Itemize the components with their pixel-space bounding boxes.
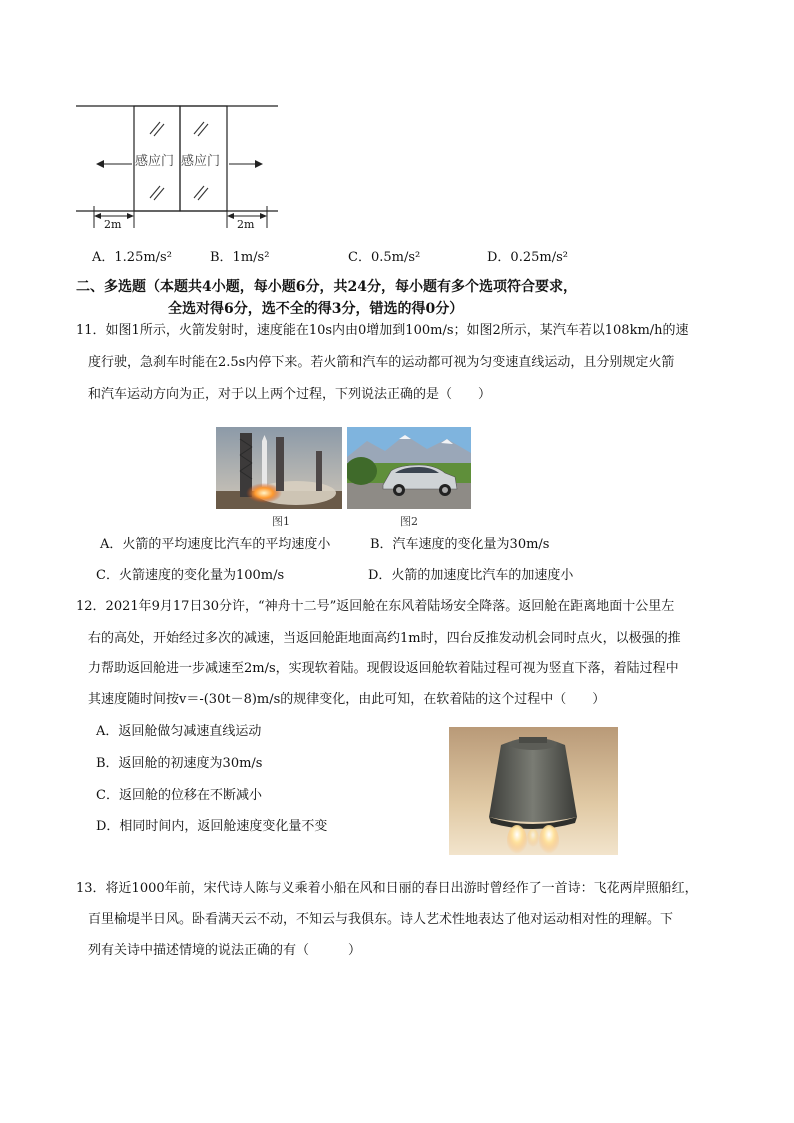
q12-stem-line4: 其速度随时间按v＝-(30t－8)m/s的规律变化，由此可知，在软着陆的这个过程中（ ） (88, 692, 606, 707)
q11-stem-line1: 11．如图1所示，火箭发射时，速度能在10s内由0增加到100m/s；如图2所示，某汽车若以108km/h的速 (76, 323, 689, 338)
q12-stem-line2: 右的高处，开始经过多次的减速，当返回舱距地面高约1m时，四台反推发动机会同时点火，以极强的推 (88, 631, 681, 646)
q13-stem-line3: 列有关诗中描述情境的说法正确的有（ ） (88, 943, 362, 958)
q12-option-b: B．返回舱的初速度为30m/s (96, 756, 263, 771)
q10-option-d: D．0.25m/s² (487, 250, 568, 265)
rocket-launch-photo (216, 427, 342, 509)
q11-option-b: B．汽车速度的变化量为30m/s (370, 537, 550, 552)
q11-stem-line3: 和汽车运动方向为正，对于以上两个过程，下列说法正确的是（ ） (88, 387, 492, 402)
q12-stem-line1: 12．2021年9月17日30分许，“神舟十二号”返回舱在东风着陆场安全降落。返回舱在距离地面十公里左 (76, 599, 675, 614)
q11-option-c: C．火箭速度的变化量为100m/s (96, 568, 285, 583)
q12-option-c: C．返回舱的位移在不断减小 (96, 788, 262, 803)
q12-option-a: A．返回舱做匀减速直线运动 (96, 724, 262, 739)
q11-option-d: D．火箭的加速度比汽车的加速度小 (368, 568, 574, 583)
door-label-right: 感应门 (181, 154, 221, 169)
return-capsule-photo (449, 727, 618, 855)
q11-option-a: A．火箭的平均速度比汽车的平均速度小 (100, 537, 331, 552)
door-label-left: 感应门 (135, 154, 175, 169)
q10-option-b: B．1m/s² (210, 250, 270, 265)
q10-option-a: A．1.25m/s² (92, 250, 172, 265)
sensor-door-diagram (74, 102, 284, 237)
q12-stem-line3: 力帮助返回舱进一步减速至2m/s，实现软着陆。现假设返回舱软着陆过程可视为竖直下落，着陆过程中 (88, 661, 679, 676)
section-heading-cont: 全选对得6分，选不全的得3分，错选的得0分） (168, 301, 464, 317)
dim-label-right: 2m (237, 218, 255, 231)
figure1-caption: 图1 (272, 515, 290, 528)
car-photo (347, 427, 471, 509)
q11-stem-line2: 度行驶，急刹车时能在2.5s内停下来。若火箭和汽车的运动都可视为匀变速直线运动，且分别规定火箭 (88, 355, 675, 370)
figure2-caption: 图2 (400, 515, 418, 528)
q13-stem-line1: 13．将近1000年前，宋代诗人陈与义乘着小船在风和日丽的春日出游时曾经作了一首诗：飞花两岸照船红， (76, 881, 698, 896)
section-heading: 二、多选题（本题共4小题，每小题6分，共24分，每小题有多个选项符合要求， (76, 279, 577, 295)
q13-stem-line2: 百里榆堤半日风。卧看满天云不动，不知云与我俱东。诗人艺术性地表达了他对运动相对性的理解。下 (88, 912, 674, 927)
q10-option-c: C．0.5m/s² (348, 250, 421, 265)
q12-option-d: D．相同时间内，返回舱速度变化量不变 (96, 819, 328, 834)
dim-label-left: 2m (104, 218, 122, 231)
